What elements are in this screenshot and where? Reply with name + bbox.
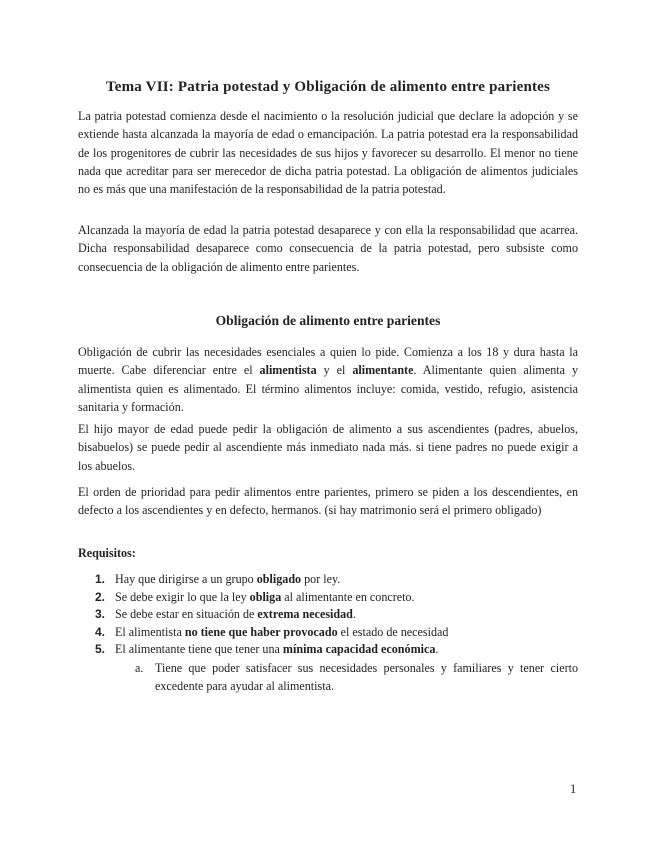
list-item: 2. Se debe exigir lo que la ley obliga al alimentante en concreto.	[95, 589, 415, 604]
sub-list	[115, 659, 578, 695]
requisitos-label: Requisitos:	[78, 546, 136, 560]
page-number: 1	[570, 782, 577, 796]
list-item: 3. Se debe estar en situación de extrema necesidad.	[95, 607, 356, 622]
term-alimentante: alimentante	[352, 363, 414, 378]
sub-list-item: a. Tiene que poder satisfacer sus necesidades personales y familiares y tener cierto excedente para ayudar al alimentista.	[135, 660, 578, 693]
list-item: 5. El alimentante tiene que tener una mínima capacidad económica. a. Tiene que poder satisfacer sus necesidades personales y familiares y tener cierto excedente para ayudar al alimentista.	[95, 642, 578, 693]
paragraph-orden-prioridad: El orden de prioridad para pedir alimentos entre parientes, primero se piden a los descendientes, en defecto a los ascendientes y en defecto, hermanos. (si hay matrimonio será el primero obligado)	[78, 485, 578, 518]
paragraph-obligacion: Obligación de cubrir las necesidades esenciales a quien lo pide. Comienza a los 18 y dura hasta la muerte. Cabe diferenciar entre el alimentista y el alimentante. Alimentante quien alimenta y alimentista quien es alimentado. El término alimentos incluye: comida, vestido, refugio, asistencia sanitaria y formación.	[78, 345, 578, 414]
requisitos-list	[95, 571, 578, 695]
section-title: Obligación de alimento entre parientes	[215, 313, 441, 328]
list-item: 4. El alimentista no tiene que haber provocado el estado de necesidad	[95, 624, 449, 639]
term-alimentista: alimentista	[259, 363, 317, 378]
document-title: Tema VII: Patria potestad y Obligación de alimento entre parientes	[105, 79, 551, 95]
paragraph-hijo-mayor: El hijo mayor de edad puede pedir la obligación de alimento a sus ascendientes (padres, abuelos, bisabuelos) se puede pedir al ascendiente más inmediato nada más. si tiene padres no puede exigir a los abuelos.	[78, 422, 578, 473]
paragraph-mayoria-edad: Alcanzada la mayoría de edad la patria potestad desaparece y con ella la responsabilidad que acarrea. Dicha responsabilidad desaparece como consecuencia de la patria potestad, pero subsiste como consecuencia de la obligación de alimento entre parientes.	[78, 223, 578, 274]
paragraph-patria-potestad: La patria potestad comienza desde el nacimiento o la resolución judicial que declare la adopción y se extiende hasta alcanzada la mayoría de edad o emancipación. La patria potestad era la responsabilidad de los progenitores de cubrir las necesidades de sus hijos y favorecer su desarrollo. El menor no tiene nada que acreditar para ser merecedor de dicha patria potestad. La obligación de alimentos judiciales no es más que una manifestación de la responsabilidad de la patria potestad.	[78, 109, 578, 197]
list-item: 1. Hay que dirigirse a un grupo obligado por ley.	[95, 572, 341, 586]
